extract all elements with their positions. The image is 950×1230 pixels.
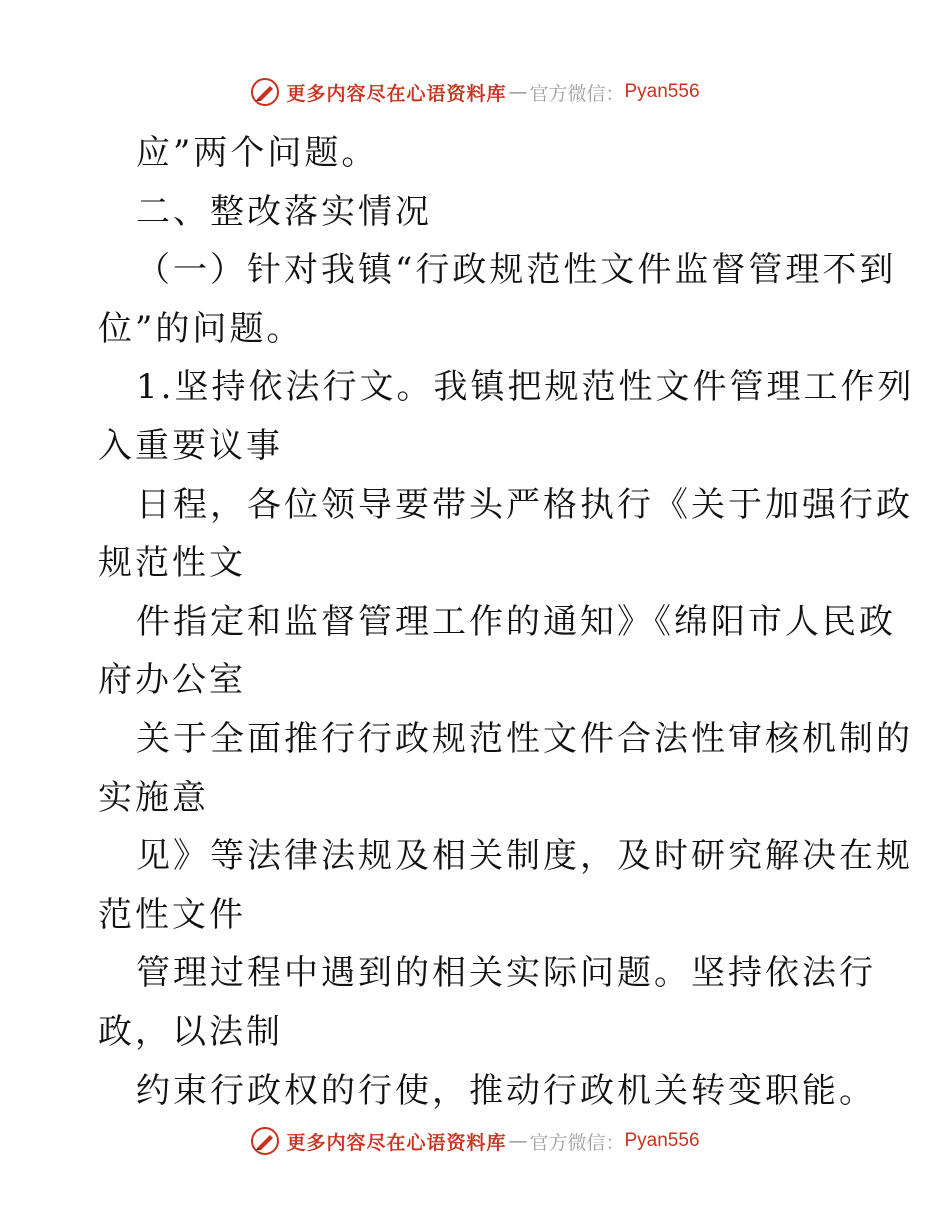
watermark-main-text: 更多内容尽在心语资料库	[286, 82, 507, 105]
body-line: 日程，各位领导要带头严格执行《关于加强行政	[136, 484, 913, 525]
body-line: 府办公室	[98, 660, 246, 701]
body-line: 1.坚持依法行文。我镇把规范性文件管理工作列	[136, 367, 915, 408]
watermark-dash: —	[508, 1130, 528, 1152]
body-line: 约束行政权的行使，推动行政机关转变职能。	[136, 1070, 876, 1111]
body-line: 范性文件	[98, 894, 246, 935]
watermark-id: Pyan556	[624, 1130, 700, 1151]
section-heading: 二、整改落实情况	[136, 191, 432, 232]
watermark-sub-text: 官方微信：	[529, 1131, 625, 1154]
pen-emblem-icon	[250, 77, 280, 107]
watermark-dash: —	[508, 81, 528, 103]
subsection-heading: （一）针对我镇“行政规范性文件监督管理不到	[136, 250, 897, 291]
body-line: 位”的问题。	[98, 308, 304, 349]
body-line: 入重要议事	[98, 425, 283, 466]
body-line: 实施意	[98, 777, 209, 818]
pen-emblem-icon	[250, 1126, 280, 1156]
watermark-main-text: 更多内容尽在心语资料库	[286, 1131, 507, 1154]
watermark-id: Pyan556	[624, 81, 700, 102]
body-line: 见》等法律法规及相关制度，及时研究解决在规	[136, 836, 913, 877]
body-line: 规范性文	[98, 543, 246, 584]
document-body	[98, 124, 915, 1120]
body-line: 政，以法制	[98, 1011, 283, 1052]
header-watermark	[0, 72, 950, 112]
body-line: 关于全面推行行政规范性文件合法性审核机制的	[136, 718, 913, 759]
footer-watermark	[0, 1121, 950, 1161]
watermark-sub-text: 官方微信：	[529, 82, 625, 105]
body-line: 管理过程中遇到的相关实际问题。坚持依法行	[136, 953, 876, 994]
body-line: 件指定和监督管理工作的通知》《绵阳市人民政	[136, 601, 896, 642]
body-line: 应”两个问题。	[136, 133, 379, 173]
